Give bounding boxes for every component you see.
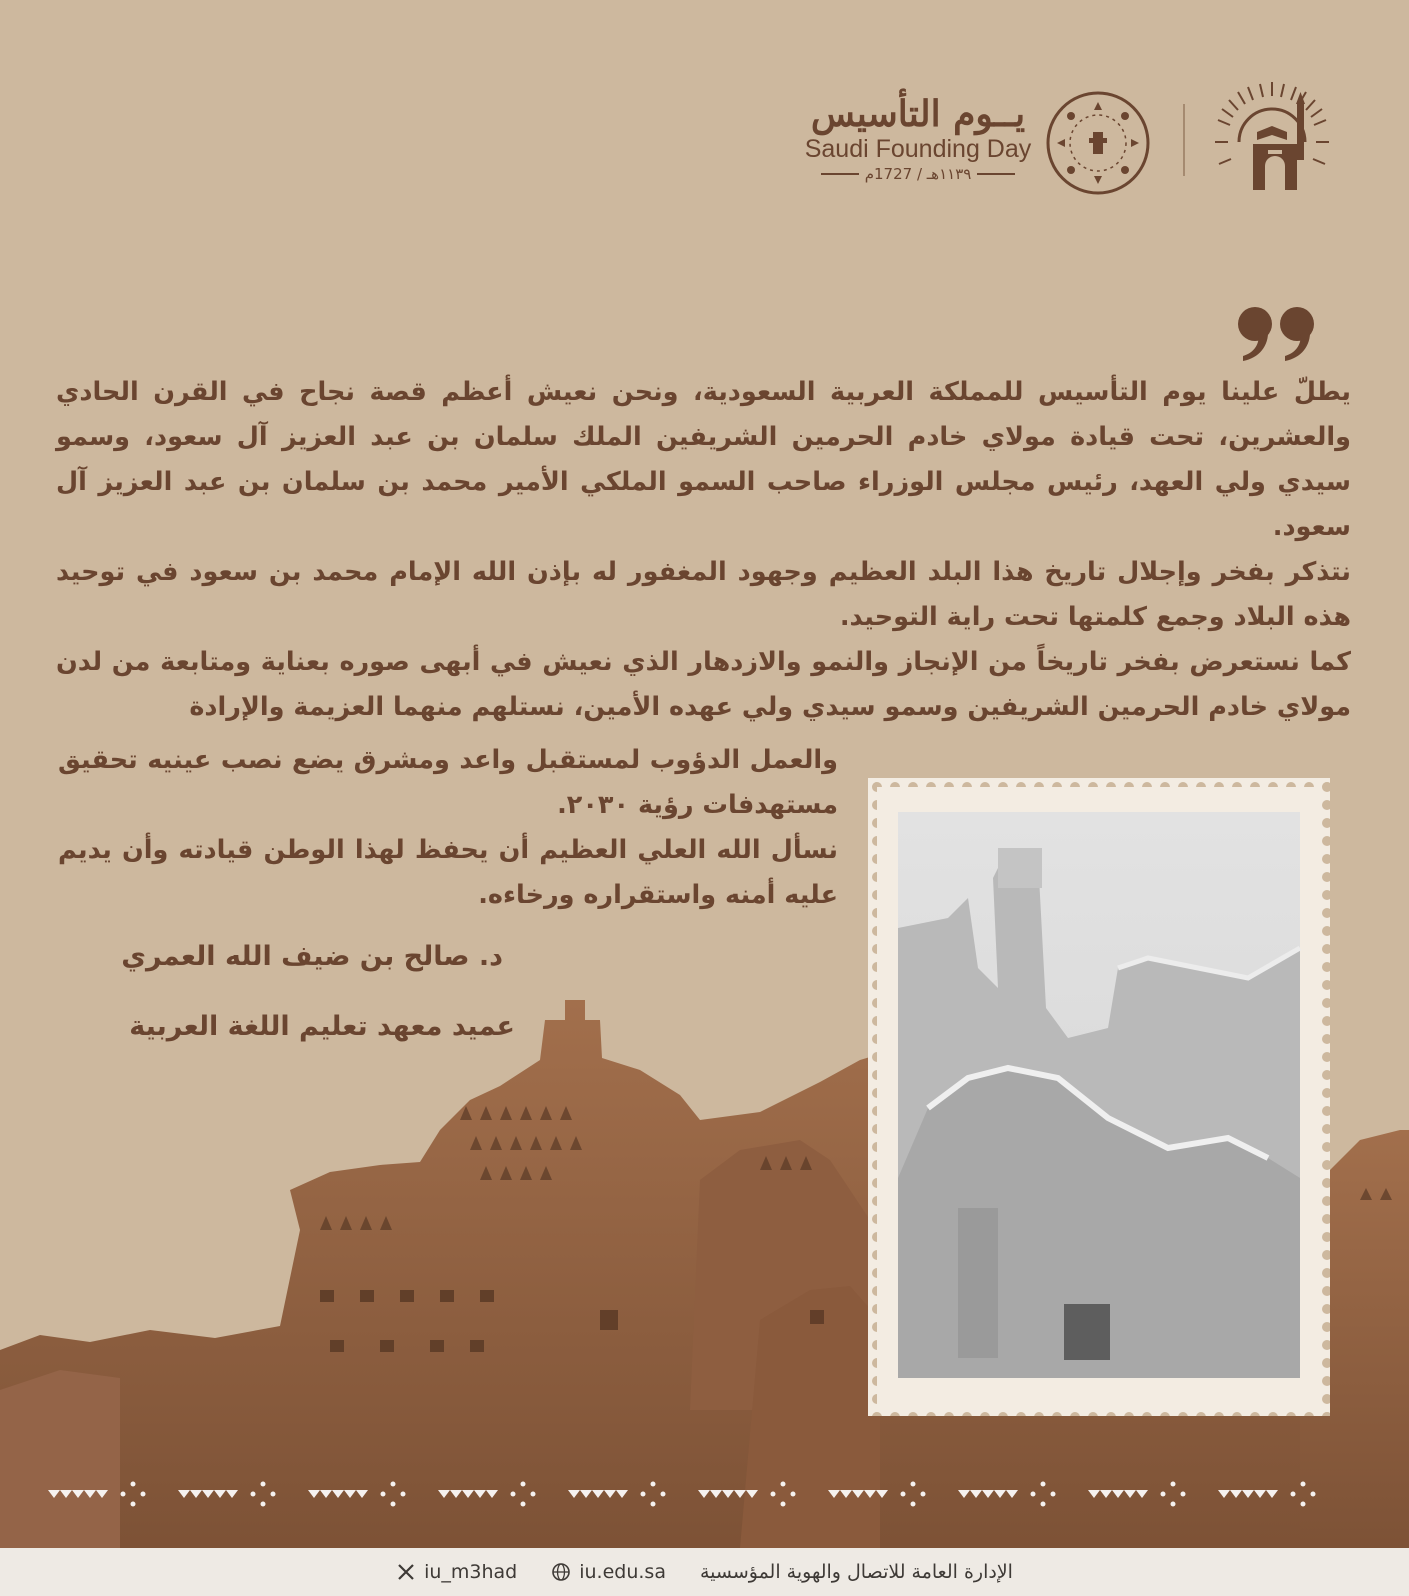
- globe-icon: [551, 1562, 571, 1582]
- message-top: [56, 370, 1351, 730]
- founding-day-seal: [1045, 90, 1151, 196]
- date-rule-left: [821, 173, 859, 175]
- postage-stamp-photo: [868, 778, 1330, 1416]
- signature-name: د. صالح بن ضيف الله العمري: [121, 941, 503, 972]
- footer-bar: [0, 1548, 1409, 1596]
- signature-title: عميد معهد تعليم اللغة العربية: [129, 1011, 515, 1042]
- message-left: [58, 738, 838, 918]
- header-logos: [771, 78, 1331, 208]
- founding-day-date: ١١٣٩هـ / 1727م: [864, 165, 972, 183]
- university-logo: [1213, 78, 1331, 196]
- founding-day-date-row: [803, 164, 1033, 184]
- message-paragraph-1: يطلّ علينا يوم التأسيس للمملكة العربية السعودية، ونحن نعيش أعظم قصة نجاح في القرن الحادي والعشرين، تحت قيادة مولاي خادم الحرمين الشريفين الملك سلمان بن عبد العزيز آل سعود، وسمو سيدي ولي العهد، رئيس مجلس الوزراء صاحب السمو الملكي الأمير محمد بن سلمان بن عبد العزيز آل سعود.: [56, 377, 1351, 542]
- founding-day-english: Saudi Founding Day: [804, 135, 1032, 163]
- footer-x-account[interactable]: [396, 1561, 517, 1583]
- footer-website[interactable]: [551, 1561, 666, 1583]
- message-paragraph-5: نسأل الله العلي العظيم أن يحفظ لهذا الوطن قيادته وأن يديم عليه أمنه واستقراره ورخاءه.: [58, 835, 838, 910]
- footer-website-link[interactable]: iu.edu.sa: [579, 1561, 666, 1583]
- x-icon: [396, 1562, 416, 1582]
- message-paragraph-3: كما نستعرض بفخر تاريخاً من الإنجاز والنمو والازدهار الذي نعيش في أبهى صوره بعناية ومتابعة من لدن مولاي خادم الحرمين الشريفين وسمو سيدي ولي عهده الأمين، نستلهم منهما العزيمة والإرادة: [56, 647, 1351, 722]
- footer-x-handle[interactable]: iu_m3had: [424, 1561, 518, 1583]
- signature-block: [95, 938, 515, 1046]
- date-rule-right: [977, 173, 1015, 175]
- quote-icon: [1235, 306, 1321, 362]
- founding-day-wordmark: [803, 94, 1033, 184]
- stamp-photo: [898, 812, 1300, 1378]
- message-paragraph-4: والعمل الدؤوب لمستقبل واعد ومشرق يضع نصب عينيه تحقيق مستهدفات رؤية ٢٠٣٠.: [58, 745, 838, 820]
- sadu-ornament-row: [48, 1472, 1368, 1512]
- logo-divider: [1183, 104, 1185, 176]
- footer-department: الإدارة العامة للاتصال والهوية المؤسسية: [699, 1561, 1013, 1583]
- message-paragraph-2: نتذكر بفخر وإجلال تاريخ هذا البلد العظيم وجهود المغفور له بإذن الله الإمام محمد بن سعود في توحيد هذه البلاد وجمع كلمتها تحت راية التوحيد.: [56, 557, 1351, 632]
- founding-day-arabic: يــوم التأسيس: [810, 93, 1026, 135]
